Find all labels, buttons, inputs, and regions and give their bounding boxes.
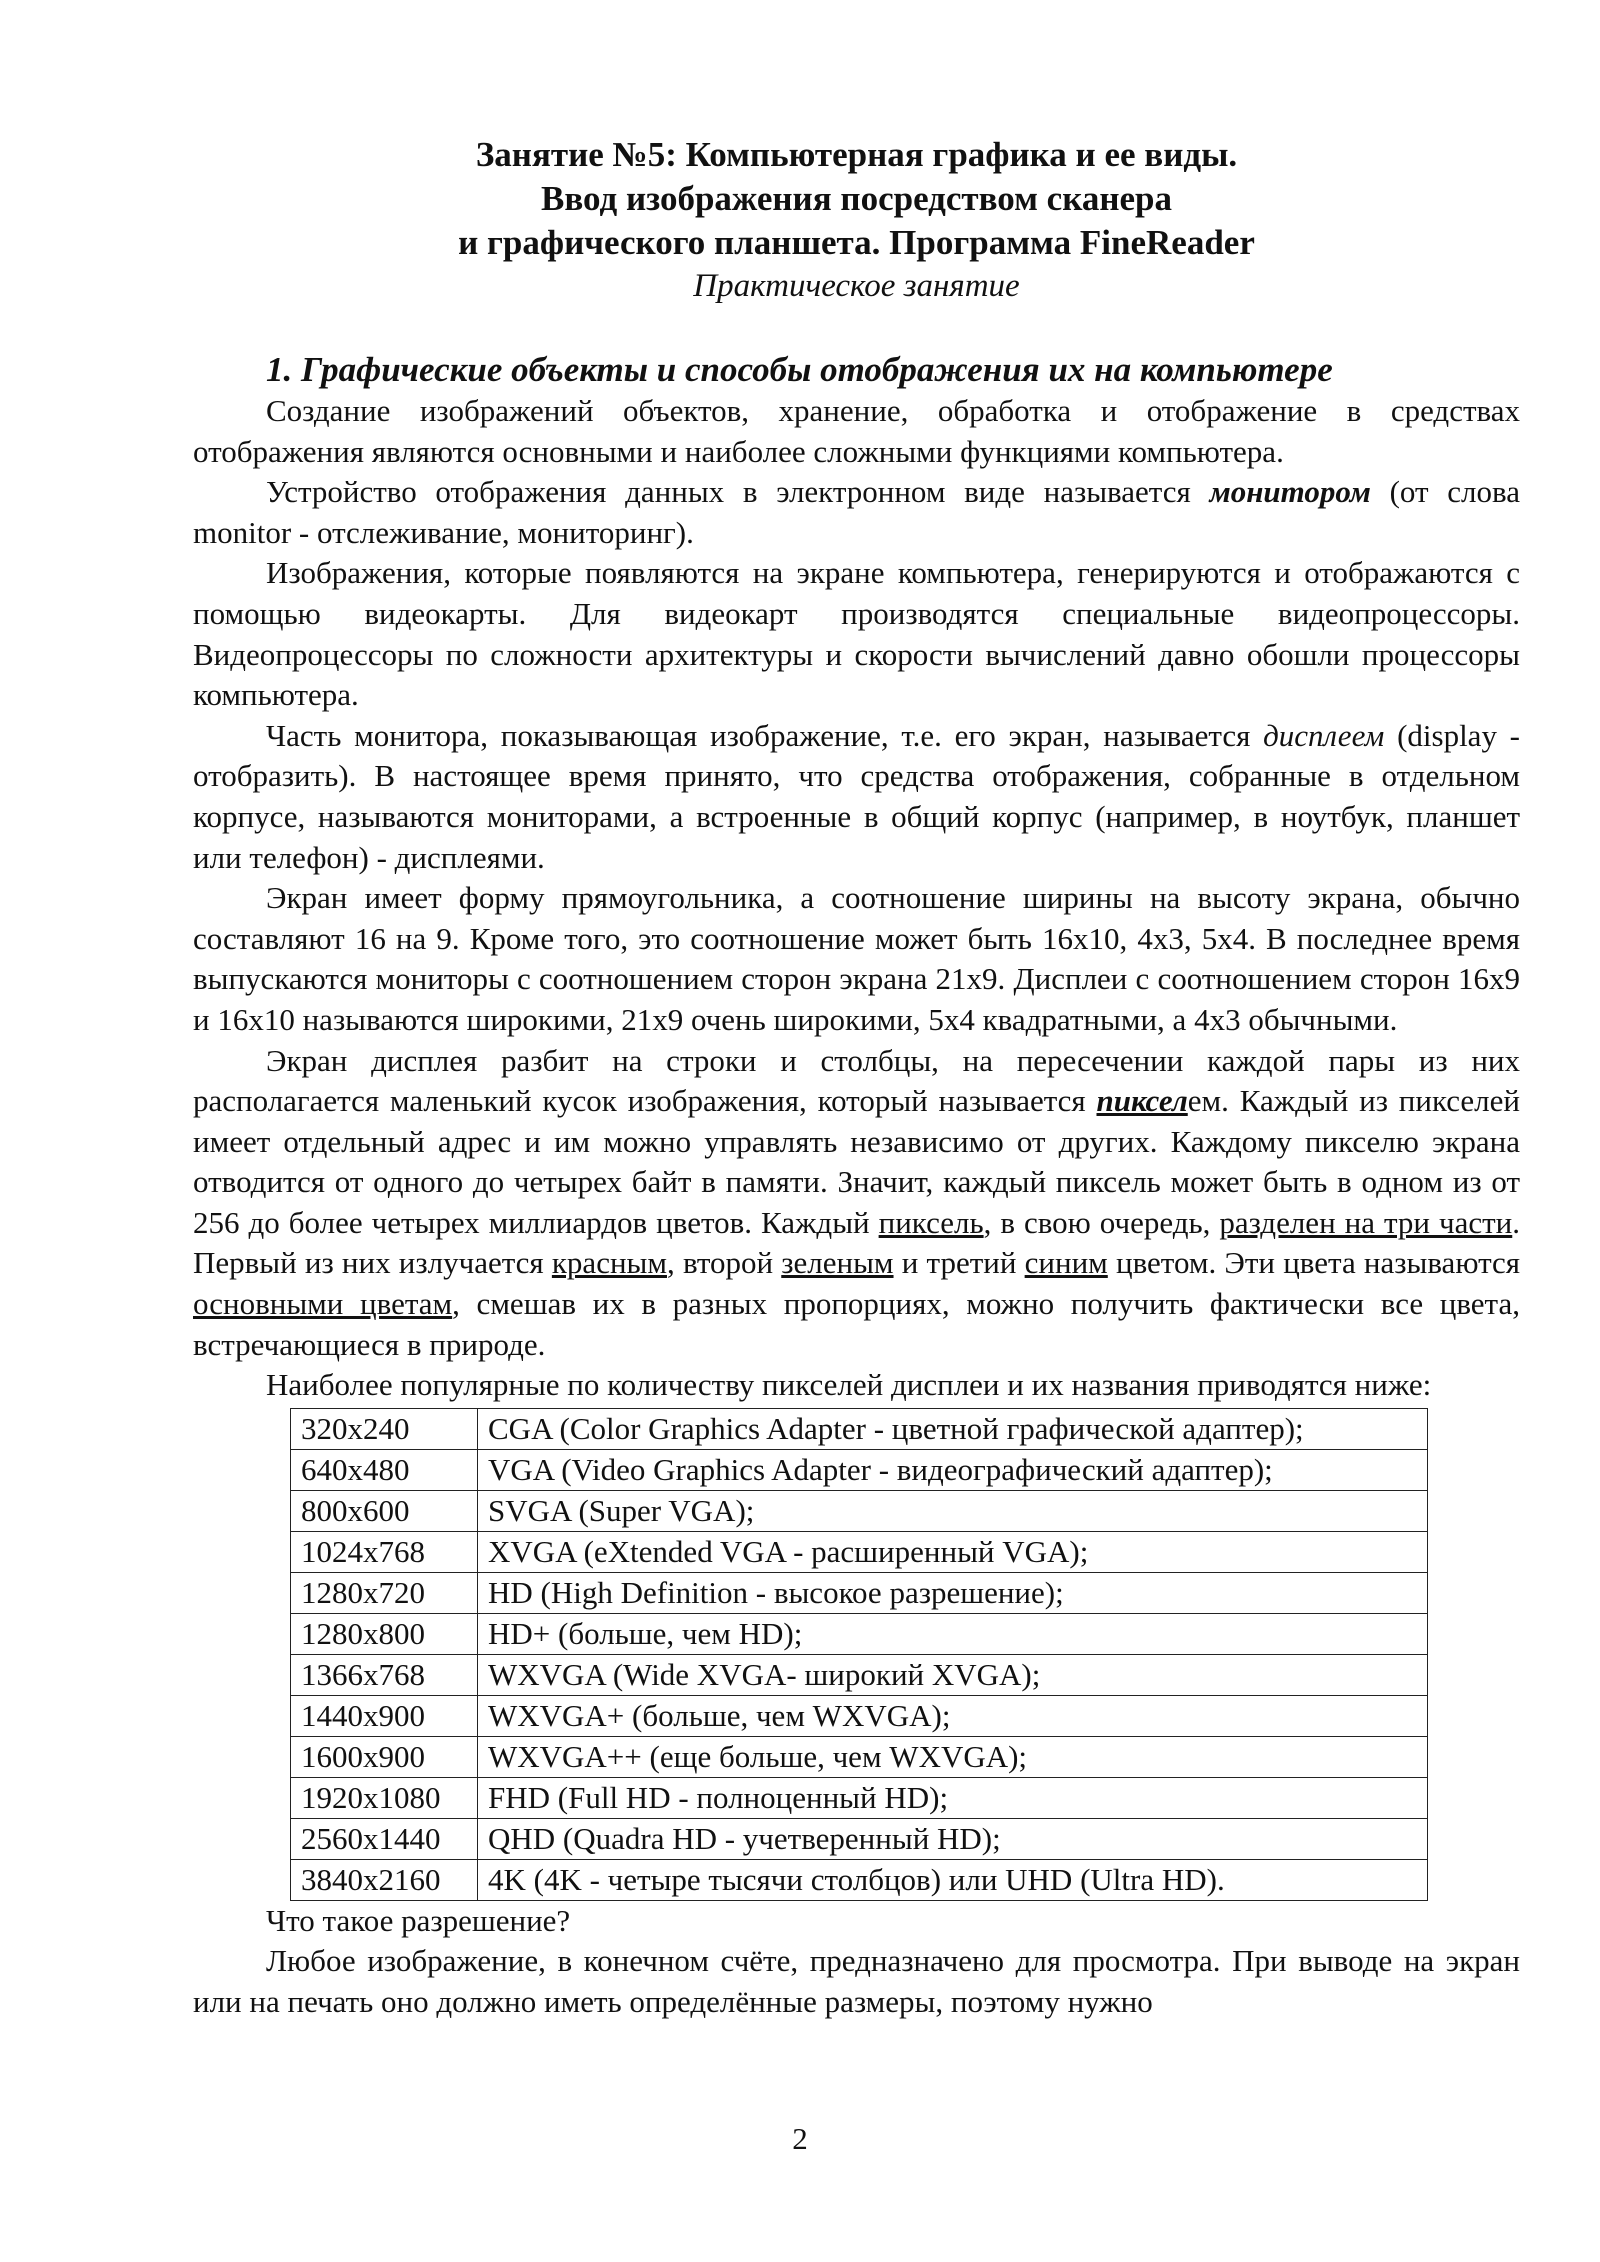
- term-display: дисплеем: [1263, 717, 1385, 753]
- resolution-name: SVGA (Super VGA);: [478, 1490, 1428, 1531]
- text-run: Экран дисплея разбит на строки и столбцы, на пересечении каждой пары из них располагается маленький кусок изображения, который называется: [193, 1042, 1520, 1119]
- resolutions-table: [290, 1408, 1428, 1901]
- resolution-name: 4K (4K - четыре тысячи столбцов) или UHD (Ultra HD).: [478, 1859, 1428, 1900]
- title-line-3: и графического планшета. Программа FineReader: [458, 223, 1255, 262]
- resolution-size: 1024x768: [291, 1531, 478, 1572]
- text-run: и третий: [893, 1245, 1025, 1281]
- resolution-size: 800x600: [291, 1490, 478, 1531]
- table-row: [291, 1654, 1428, 1695]
- underlined-blue: синим: [1024, 1245, 1108, 1281]
- resolution-size: 1366x768: [291, 1654, 478, 1695]
- resolution-name: QHD (Quadra HD - учетверенный HD);: [478, 1818, 1428, 1859]
- text-run: , смешав их в разных пропорциях, можно получить фактически все цвета, встречающиеся в природе.: [193, 1286, 1520, 1362]
- text-run: (display - отобразить). В настоящее время принято, что средства отображения, собранные в отдельном корпусе, называются мониторами, а встроенные в общий корпус (например, в ноутбук, планшет или телефон) - дисплеями.: [193, 717, 1520, 875]
- table-row: [291, 1736, 1428, 1777]
- page-number: 2: [792, 2121, 808, 2156]
- table-row: [291, 1777, 1428, 1818]
- text-run: Устройство отображения данных в электронном виде называется: [266, 474, 1210, 510]
- underlined-primary-colors: основными цветам: [193, 1286, 453, 1322]
- resolution-name: HD (High Definition - высокое разрешение);: [478, 1572, 1428, 1613]
- resolution-name: HD+ (больше, чем HD);: [478, 1613, 1428, 1654]
- paragraph-4: [193, 716, 1520, 878]
- text-run: цветом. Эти цвета называются: [1107, 1245, 1521, 1281]
- underlined-pixel: пиксель: [878, 1204, 984, 1240]
- paragraph-8: Любое изображение, в конечном счёте, предназначено для просмотра. При выводе на экран или на печать оно должно иметь определённые размеры, поэтому нужно: [193, 1943, 1520, 2020]
- resolution-size: 1440x900: [291, 1695, 478, 1736]
- table-row: [291, 1490, 1428, 1531]
- table-row: [291, 1695, 1428, 1736]
- text-run: , в свою очередь,: [983, 1204, 1220, 1240]
- text-run: . Первый из них излучается: [193, 1204, 1520, 1281]
- paragraph-7: Наиболее популярные по количеству пикселей дисплеи и их названия приводятся ниже:: [266, 1367, 1432, 1403]
- underlined-three-parts: разделен на три части: [1219, 1204, 1513, 1240]
- resolution-name: CGA (Color Graphics Adapter - цветной графической адаптер);: [478, 1408, 1428, 1449]
- resolution-size: 2560x1440: [291, 1818, 478, 1859]
- text-run: ем. Каждый из пикселей имеет отдельный адрес и им можно управлять независимо от других. Каждому пикселю экрана отводится от одного до четырех байт в памяти. Значит, каждый пиксель может быть в одном из от 256 до более четырех миллиардов цветов. Каждый: [193, 1083, 1520, 1240]
- table-row: [291, 1449, 1428, 1490]
- resolution-name: WXVGA+ (больше, чем WXVGA);: [478, 1695, 1428, 1736]
- resolution-name: FHD (Full HD - полноценный HD);: [478, 1777, 1428, 1818]
- paragraph-1: Создание изображений объектов, хранение, обработка и отображение в средствах отображения являются основными и наиболее сложными функциями компьютера.: [193, 393, 1520, 469]
- table-row: [291, 1531, 1428, 1572]
- title-line-2: Ввод изображения посредством сканера: [540, 179, 1172, 218]
- resolution-size: 1600x900: [291, 1736, 478, 1777]
- table-row: [291, 1818, 1428, 1859]
- text-run: Часть монитора, показывающая изображение, т.е. его экран, называется: [266, 717, 1264, 753]
- paragraph-2: [193, 472, 1520, 553]
- text-run: (от слова monitor - отслеживание, мониторинг).: [193, 474, 1520, 550]
- title-line-1: Занятие №5: Компьютерная графика и ее виды.: [475, 135, 1238, 174]
- paragraph-3: Изображения, которые появляются на экране компьютера, генерируются и отображаются с помощью видеокарты. Для видеокарт производятся специальные видеопроцессоры. Видеопроцессоры по сложности архитектуры и скорости вычислений давно обошли процессоры компьютера.: [193, 555, 1520, 713]
- resolution-name: XVGA (eXtended VGA - расширенный VGA);: [478, 1531, 1428, 1572]
- table-row: [291, 1408, 1428, 1449]
- resolution-size: 1280x800: [291, 1613, 478, 1654]
- table-row: [291, 1572, 1428, 1613]
- title-block: [193, 133, 1520, 307]
- paragraph-5: Экран имеет форму прямоугольника, а соотношение ширины на высоту экрана, обычно составляют 16 на 9. Кроме того, это соотношение может быть 16х10, 4х3, 5х4. В последнее время выпускаются мониторы с соотношением сторон экрана 21х9. Дисплеи с соотношением сторон 16х9 и 16х10 называются широкими, 21х9 очень широкими, 5х4 квадратными, а 4х3 обычными.: [193, 880, 1520, 1037]
- resolution-size: 1920x1080: [291, 1777, 478, 1818]
- resolution-size: 320x240: [291, 1408, 478, 1449]
- question-line: Что такое разрешение?: [266, 1902, 571, 1938]
- underlined-red: красным: [551, 1245, 667, 1281]
- resolution-size: 1280x720: [291, 1572, 478, 1613]
- text-run: , второй: [667, 1245, 782, 1281]
- subtitle: Практическое занятие: [693, 268, 1020, 304]
- table-row: [291, 1613, 1428, 1654]
- resolution-size: 3840x2160: [291, 1859, 478, 1900]
- underlined-green: зеленым: [781, 1245, 894, 1281]
- resolution-size: 640x480: [291, 1449, 478, 1490]
- section-heading: 1. Графические объекты и способы отображения их на компьютере: [266, 350, 1333, 389]
- table-row: [291, 1859, 1428, 1900]
- term-pixel: пиксел: [1096, 1083, 1188, 1119]
- resolution-name: WXVGA (Wide XVGA- широкий XVGA);: [478, 1654, 1428, 1695]
- paragraph-6: [193, 1041, 1520, 1366]
- term-monitor: монитором: [1209, 474, 1371, 510]
- resolution-name: WXVGA++ (еще больше, чем WXVGA);: [478, 1736, 1428, 1777]
- resolution-name: VGA (Video Graphics Adapter - видеографический адаптер);: [478, 1449, 1428, 1490]
